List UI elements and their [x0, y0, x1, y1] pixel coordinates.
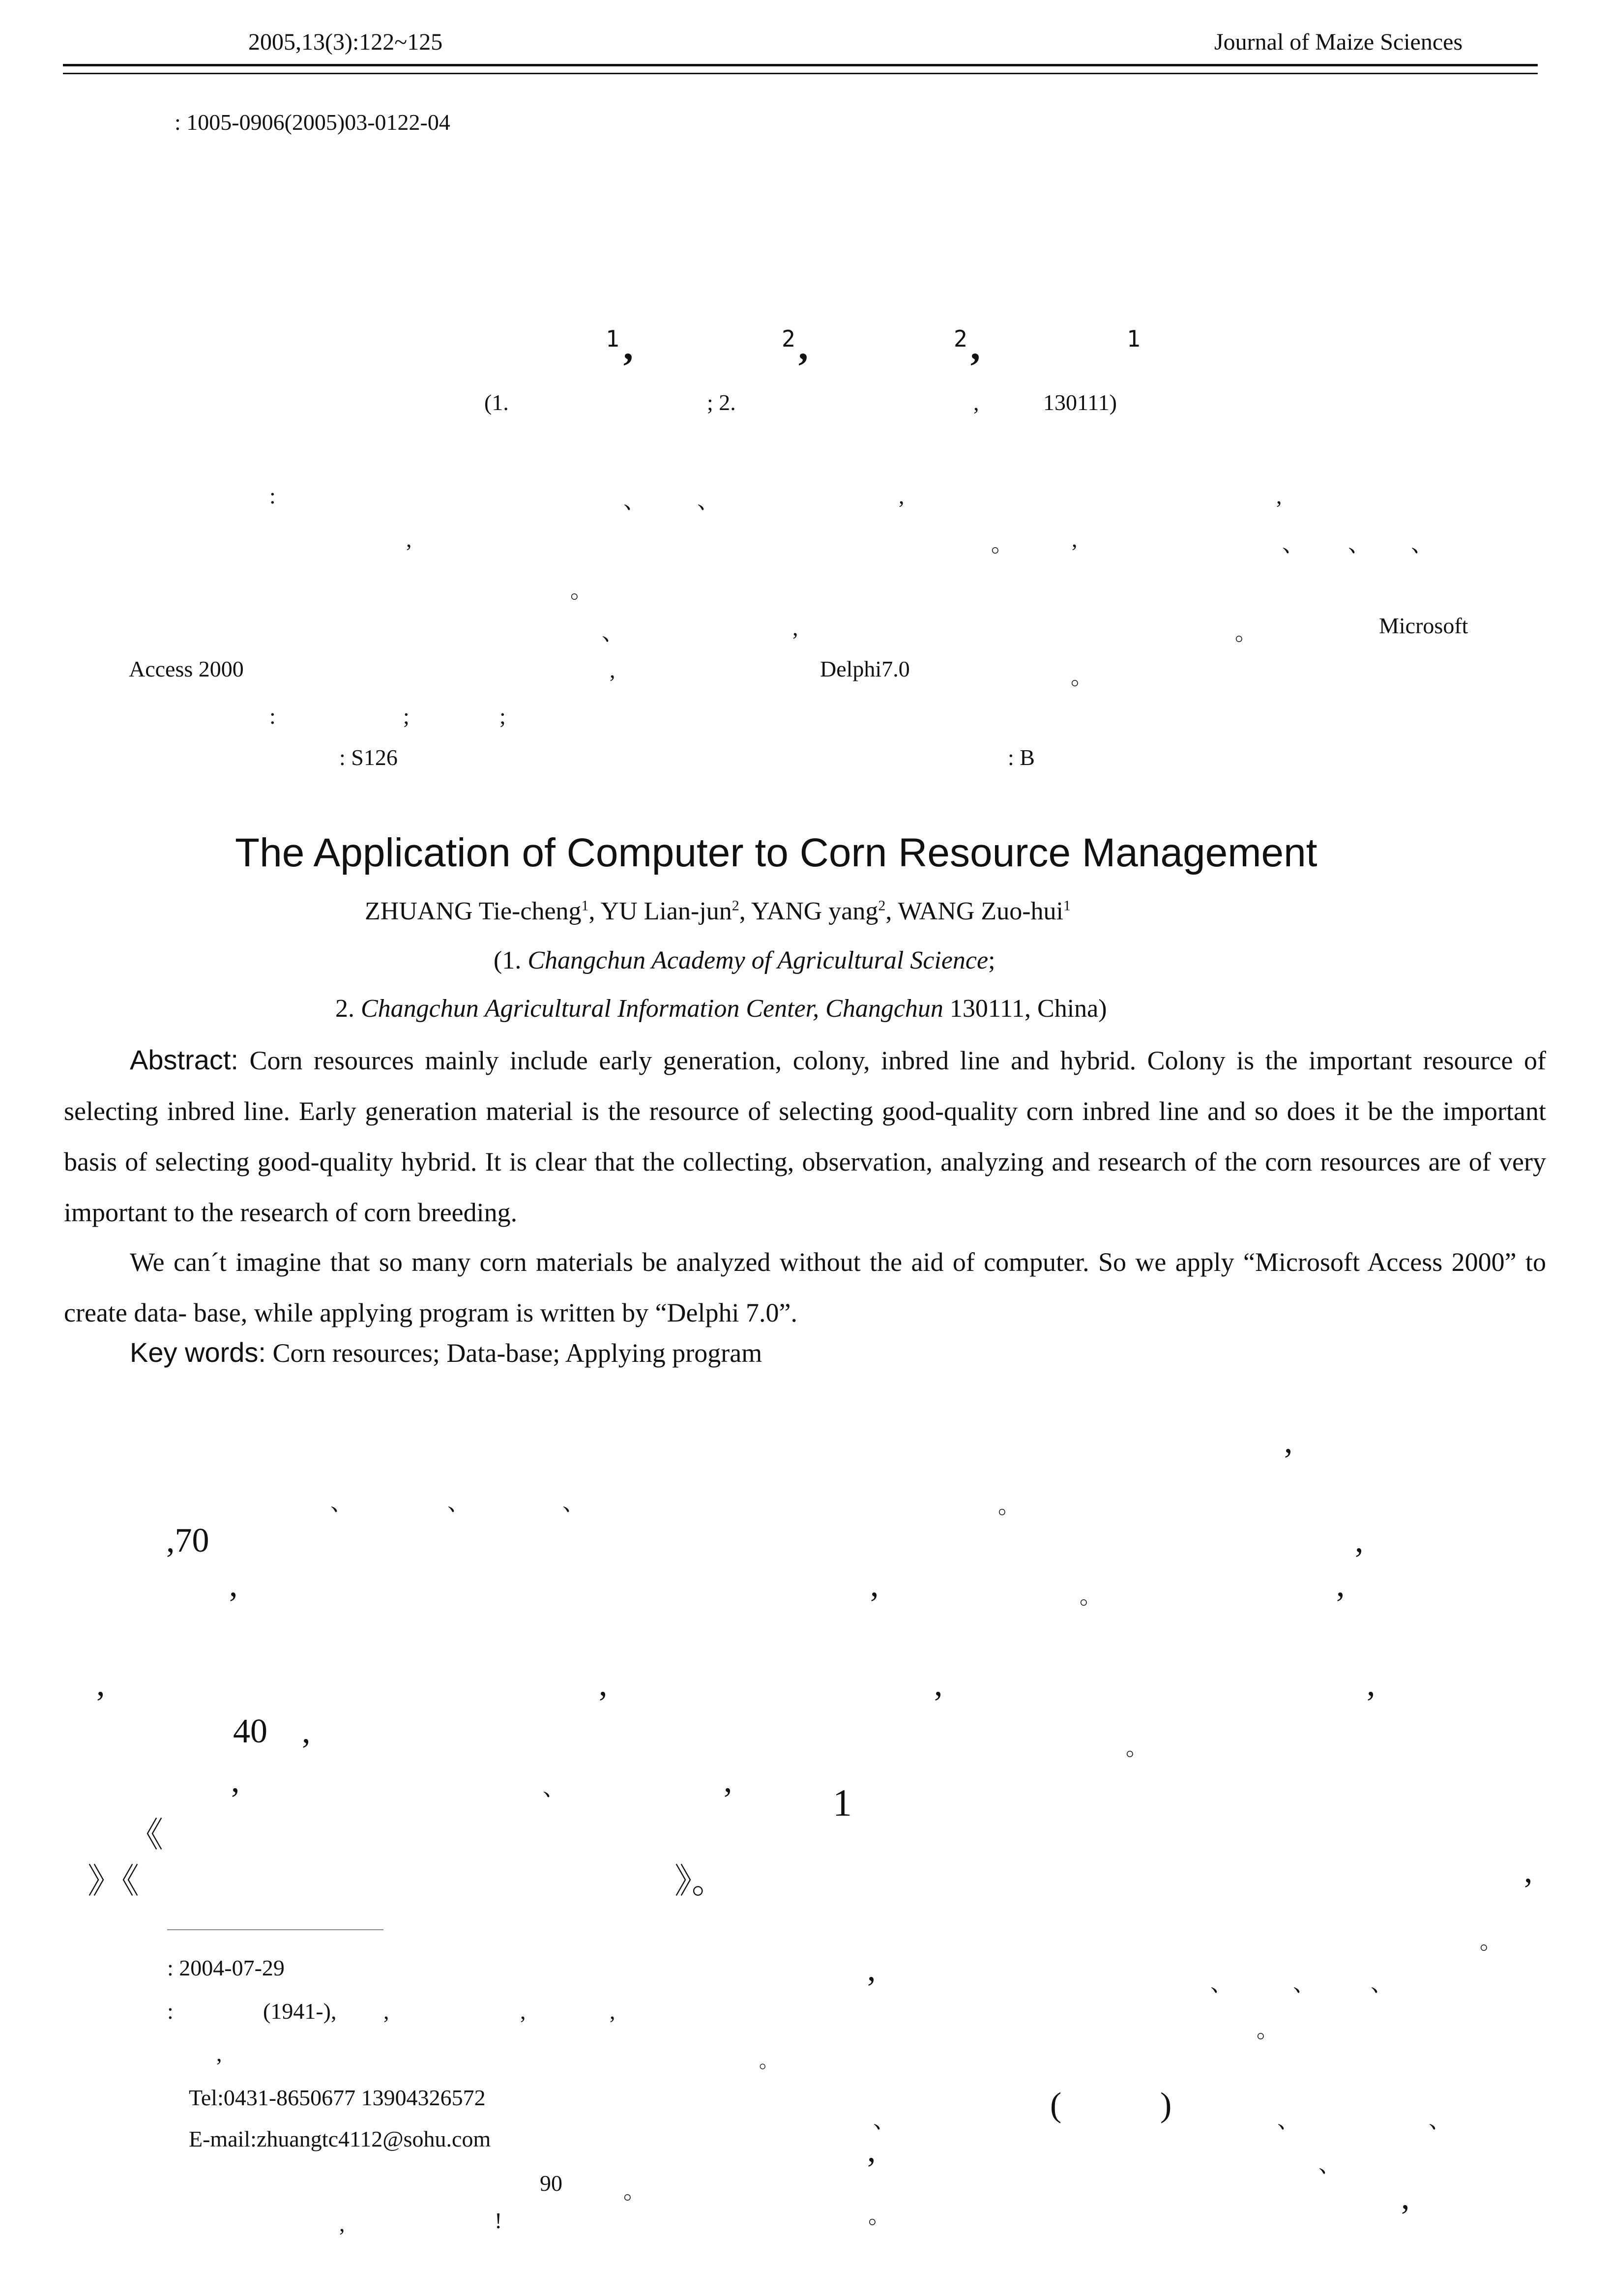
keywords-label: Key words: — [130, 1337, 266, 1368]
footnote-punct: , — [216, 2041, 222, 2066]
footnote-punct: , — [610, 1999, 615, 2024]
abstract-text: We can´t imagine that so many corn materials be analyzed without the aid of computer. So we apply “Microsoft Access 2000” to create data- base, while applying program is written by “Delphi 7.0”. — [64, 1247, 1546, 1327]
body-punct: 、 — [1429, 2108, 1451, 2133]
cn-affil-part: (1. — [484, 390, 509, 415]
received-date: : 2004-07-29 — [167, 1955, 285, 1980]
footnote-punct: 。 — [623, 2178, 646, 2204]
body-punct: 》。 — [674, 1863, 726, 1901]
en-author: ZHUANG Tie-cheng — [365, 897, 582, 925]
cn-affil-part: ; 2. — [707, 390, 736, 415]
footnote-number: 90 — [540, 2171, 562, 2196]
cn-affil-part: 130111) — [1043, 390, 1117, 415]
body-punct: 、 — [873, 2108, 896, 2133]
body-punct: 、 — [543, 1775, 565, 1800]
body-punct: 、 — [1277, 2108, 1300, 2133]
body-punct: 、 — [1371, 1971, 1393, 1996]
header-rule-bottom — [63, 73, 1538, 74]
abstract-text: Corn resources mainly include early generation, colony, inbred line and hybrid. Colony is the important resource of selecting inbred line. Early generation material is the resource of selecting good-quality corn inbred line and so does it be the important basis of selecting good-quality hybrid. It is clear that the collecting, observation, analyzing and research of the corn resources are of very important to the research of corn breeding. — [64, 1046, 1546, 1227]
body-punct: ) — [1160, 2086, 1172, 2124]
cn-author-comma: , — [623, 325, 633, 368]
cn-abstract-term: Microsoft — [1379, 613, 1468, 638]
body-punct: 、 — [330, 1490, 353, 1515]
author-telephone: Tel:0431-8650677 13904326572 — [189, 2085, 486, 2110]
cn-abstract-punct: , — [1072, 527, 1078, 552]
en-title: The Application of Computer to Corn Resource Management — [235, 830, 1317, 875]
en-author: YU Lian-jun — [600, 897, 732, 925]
body-punct: , — [229, 1566, 238, 1604]
footnote-punct: ! — [495, 2208, 502, 2233]
author-years: (1941-), — [263, 1999, 337, 2024]
section-heading-number: 1 — [833, 1781, 852, 1824]
cn-author-sup: 2 — [782, 325, 795, 352]
cn-author-comma: , — [798, 325, 808, 368]
en-author: YANG yang — [751, 897, 878, 925]
en-keywords — [130, 1336, 762, 1368]
keywords-text: Corn resources; Data-base; Applying program — [272, 1338, 762, 1368]
cn-affil-part: , — [973, 390, 979, 415]
cn-clc-number: : S126 — [339, 745, 398, 770]
cn-keywords-sep: ; — [499, 704, 506, 729]
body-punct: , — [867, 1950, 876, 1988]
body-punct: 。 — [1080, 1584, 1102, 1609]
body-punct: 、 — [447, 1490, 470, 1515]
body-punct: 。 — [868, 2203, 891, 2228]
cn-author-comma: , — [970, 325, 980, 368]
abstract-label: Abstract: — [130, 1044, 238, 1075]
body-punct: 、 — [562, 1490, 585, 1515]
en-author-sup: 2 — [731, 897, 739, 914]
body-punct: ( — [1050, 2086, 1062, 2124]
body-punct: 。 — [1257, 2017, 1279, 2042]
footnote-punct: , — [339, 2211, 345, 2236]
footnote-punct: , — [520, 1999, 526, 2024]
cn-abstract-term: Access 2000 — [129, 656, 244, 681]
body-punct: , — [1336, 1566, 1345, 1604]
footnote-punct: , — [383, 1999, 389, 2024]
en-affiliation-2 — [335, 994, 1107, 1023]
en-author-sup: 1 — [1063, 897, 1071, 914]
cn-abstract-term: Delphi7.0 — [820, 656, 910, 681]
body-punct: 、 — [1293, 1971, 1316, 1996]
body-punct: 《 — [129, 1817, 163, 1854]
body-punct: , — [1524, 1852, 1533, 1890]
cn-abstract-punct: 、 — [697, 488, 720, 513]
body-text-run: 40 — [233, 1712, 267, 1750]
cn-abstract-punct: 、 — [1282, 531, 1305, 557]
cn-abstract-colon: : — [269, 483, 276, 508]
en-author-line: ZHUANG Tie-cheng$^1$, YU Lian-jun$^2$, YANG yang$^2$, WANG Zuo-hui$^1$ — [365, 897, 1071, 925]
body-punct: , — [599, 1665, 608, 1703]
body-punct: , — [1355, 1522, 1364, 1560]
en-affiliation-1 — [494, 946, 995, 975]
body-punct: 、 — [1318, 2152, 1341, 2177]
body-punct: , — [867, 2131, 876, 2169]
footnote-rule — [167, 1929, 383, 1930]
en-abstract-paragraph-1 — [64, 1034, 1546, 1238]
affil-end: 130111, China) — [943, 995, 1107, 1023]
cn-abstract-punct: , — [406, 527, 412, 552]
cn-abstract-punct: 、 — [1411, 531, 1433, 557]
en-abstract-paragraph-2 — [64, 1237, 1546, 1338]
cn-author-sup: 1 — [606, 325, 619, 352]
cn-abstract-punct: , — [899, 483, 905, 508]
body-punct: 。 — [1126, 1735, 1148, 1760]
body-punct: , — [1284, 1422, 1293, 1460]
cn-abstract-punct: , — [610, 657, 615, 682]
body-punct: , — [1367, 1665, 1375, 1703]
cn-keywords-colon: : — [269, 704, 276, 729]
cn-abstract-punct: , — [792, 615, 798, 640]
en-author-sup: 1 — [581, 897, 589, 914]
header-citation: 2005,13(3):122~125 — [248, 29, 443, 55]
cn-abstract-punct: 。 — [570, 578, 593, 603]
cn-author-sup: 1 — [1127, 325, 1141, 352]
cn-author-sup: 2 — [954, 325, 967, 352]
cn-abstract-punct: 。 — [1071, 664, 1093, 689]
cn-abstract-punct: 。 — [1235, 620, 1258, 645]
body-punct: , — [302, 1712, 311, 1750]
affil-name: Changchun Agricultural Information Center, Changchun — [361, 995, 943, 1023]
header-journal: Journal of Maize Sciences — [1214, 29, 1463, 55]
cn-abstract-punct: 、 — [602, 620, 624, 645]
header-rule-top — [63, 64, 1538, 66]
body-punct: 。 — [1480, 1929, 1502, 1954]
body-punct: , — [231, 1762, 240, 1799]
cn-abstract-punct: , — [1276, 483, 1282, 508]
cn-abstract-punct: 、 — [1348, 531, 1371, 557]
body-punct: 》《 — [88, 1863, 139, 1901]
cn-document-code: : B — [1008, 745, 1035, 770]
article-id: : 1005-0906(2005)03-0122-04 — [175, 110, 450, 135]
footnote-punct: 。 — [759, 2050, 779, 2072]
en-author: WANG Zuo-hui — [898, 897, 1063, 925]
body-text-run: ,70 — [166, 1522, 209, 1560]
en-author-sup: 2 — [878, 897, 886, 914]
affil-end: ; — [988, 946, 995, 974]
affil-number: (1. — [494, 946, 528, 974]
cn-abstract-punct: 、 — [623, 488, 646, 513]
cn-abstract-punct: 。 — [991, 531, 1014, 557]
affil-number: 2. — [335, 995, 361, 1023]
body-punct: , — [1401, 2178, 1410, 2216]
body-punct: , — [96, 1665, 105, 1703]
body-punct: 、 — [1210, 1971, 1233, 1996]
cn-keywords-sep: ; — [403, 704, 410, 729]
body-punct: , — [870, 1566, 879, 1604]
body-punct: , — [934, 1665, 943, 1703]
affil-name: Changchun Academy of Agricultural Science — [527, 946, 989, 974]
body-punct: 。 — [998, 1493, 1021, 1518]
body-punct: , — [724, 1762, 732, 1799]
author-intro-colon: : — [167, 1999, 174, 2024]
author-email: E-mail:zhuangtc4112@sohu.com — [189, 2126, 491, 2151]
